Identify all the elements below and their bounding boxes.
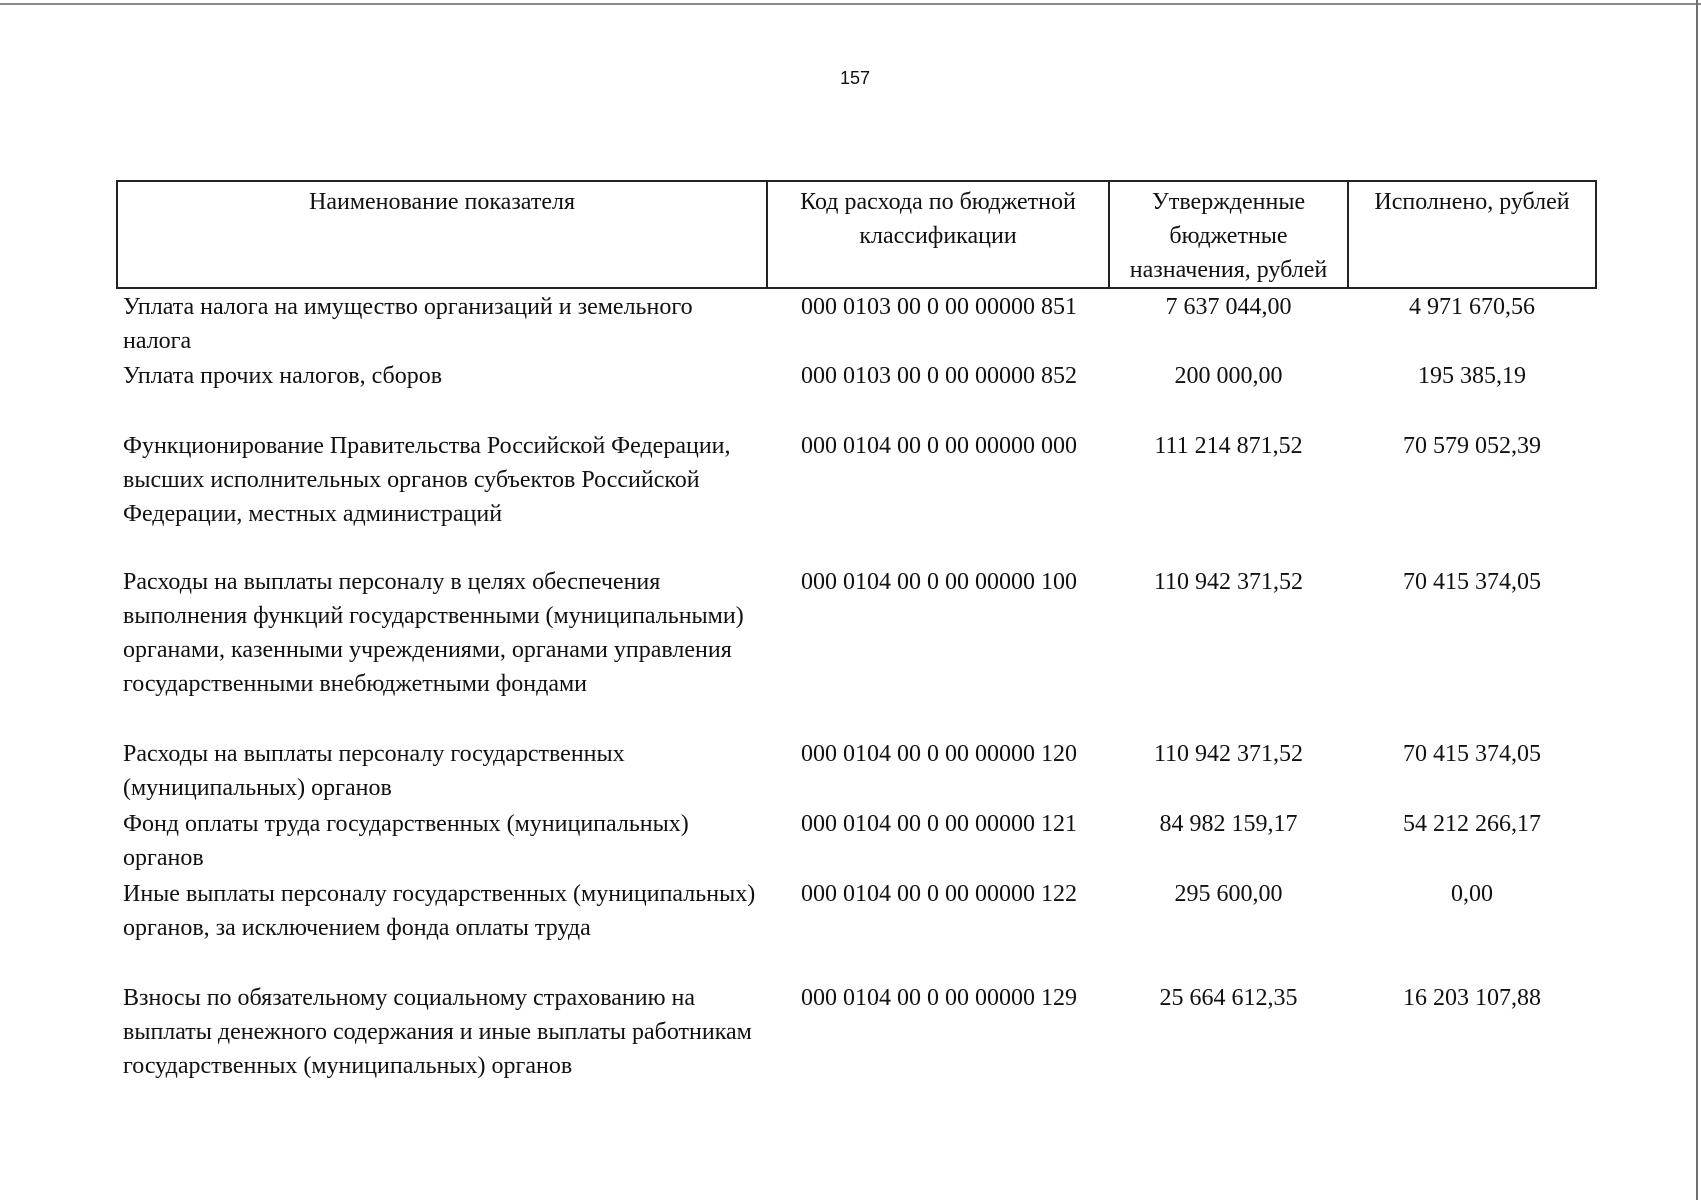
row-name: Расходы на выплаты персоналу государственных (муниципальных) органов: [123, 741, 625, 801]
row-code: 000 0104 00 0 00 00000 129: [801, 985, 1077, 1011]
table-row: [117, 564, 1596, 736]
table-row: [117, 806, 1596, 876]
row-name: Фонд оплаты труда государственных (муниципальных) органов: [123, 811, 689, 871]
row-code: 000 0103 00 0 00 00000 852: [801, 363, 1077, 389]
row-executed: 70 579 052,39: [1403, 433, 1541, 459]
row-approved: 7 637 044,00: [1165, 294, 1292, 320]
page-top-border: [0, 3, 1701, 5]
row-approved: 110 942 371,52: [1153, 569, 1304, 595]
row-executed: 54 212 266,17: [1403, 811, 1541, 837]
table-row: [117, 980, 1596, 1116]
row-name: Иные выплаты персоналу государственных (муниципальных) органов, за исключением фонда оплаты труда: [123, 881, 756, 941]
row-code: 000 0104 00 0 00 00000 121: [801, 811, 1077, 837]
row-executed: 70 415 374,05: [1403, 569, 1541, 595]
page-right-border: [1696, 0, 1698, 1200]
row-code: 000 0104 00 0 00 00000 122: [801, 881, 1077, 907]
table-row: [117, 736, 1596, 806]
row-code: 000 0104 00 0 00 00000 120: [801, 741, 1077, 767]
row-executed: 4 971 670,56: [1409, 294, 1535, 320]
row-executed: 16 203 107,88: [1403, 985, 1541, 1011]
header-indicator-name: Наименование показателя: [117, 181, 767, 288]
row-approved: 111 214 871,52: [1154, 433, 1303, 459]
row-approved: 295 600,00: [1174, 881, 1283, 907]
row-code: 000 0104 00 0 00 00000 000: [801, 433, 1077, 459]
table-header-row: [117, 181, 1596, 288]
header-approved-amount: Утвержденные бюджетные назначения, рублей: [1109, 181, 1348, 288]
page-number: 157: [839, 68, 871, 88]
budget-execution-table: [116, 180, 1597, 1116]
table-row: [117, 288, 1596, 358]
row-name: Взносы по обязательному социальному страхованию на выплаты денежного содержания и иные выплаты работникам государственных (муниципальных) органов: [123, 985, 752, 1079]
row-name: Уплата прочих налогов, сборов: [123, 363, 443, 389]
table-row: [117, 428, 1596, 564]
row-code: 000 0104 00 0 00 00000 100: [801, 569, 1077, 595]
row-name: Уплата налога на имущество организаций и земельного налога: [123, 294, 693, 354]
row-approved: 25 664 612,35: [1159, 985, 1298, 1011]
row-name: Расходы на выплаты персоналу в целях обеспечения выполнения функций государственными (муниципальными) органами, казенными учреждениями, органами управления государственными внебюджетными фондами: [123, 569, 744, 697]
row-approved: 200 000,00: [1174, 363, 1283, 389]
header-executed-amount: Исполнено, рублей: [1348, 181, 1596, 288]
row-approved: 84 982 159,17: [1159, 811, 1298, 837]
row-name: Функционирование Правительства Российской Федерации, высших исполнительных органов субъектов Российской Федерации, местных администраций: [123, 433, 731, 527]
row-executed: 0,00: [1451, 881, 1493, 907]
row-code: 000 0103 00 0 00 00000 851: [801, 294, 1077, 320]
table-row: [117, 876, 1596, 980]
row-executed: 195 385,19: [1418, 363, 1526, 389]
row-executed: 70 415 374,05: [1403, 741, 1541, 767]
header-expense-code: Код расхода по бюджетной классификации: [767, 181, 1109, 288]
table-row: [117, 358, 1596, 428]
row-approved: 110 942 371,52: [1153, 741, 1304, 767]
